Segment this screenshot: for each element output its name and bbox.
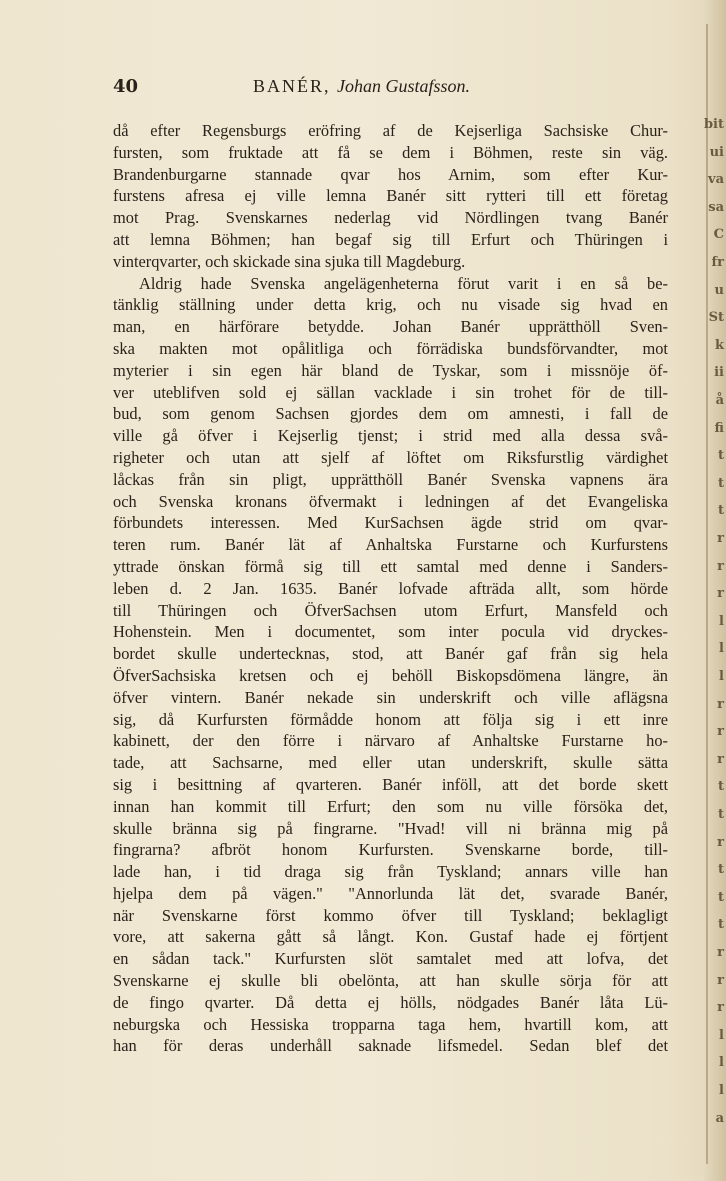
text-line: ver uteblifven sold ej sällan vacklade i sin trohet för de till- — [113, 382, 668, 402]
text-line: righeter och utan att sjelf af löftet om Riksfurstlig värdighet — [113, 447, 668, 467]
bleed-glyph: l — [719, 641, 724, 657]
text-line: och Svenska kronans öfvermakt i ledningen af det Evangeliska — [113, 491, 668, 511]
text-line: sig, då Kurfursten förmådde honom att följa sig i ett inre — [113, 709, 668, 729]
text-line: tade, att Sachsarne, med eller utan underskrift, skulle sätta — [113, 753, 668, 773]
bleed-glyph: t — [717, 917, 724, 933]
running-title-name: BANÉR, — [253, 76, 331, 96]
text-line: man, en härförare betydde. Johan Banér upprätthöll Sven- — [113, 317, 668, 337]
bleed-glyph: t — [717, 475, 724, 491]
text-line: myterier i sin egen här bland de Tyskar, som i missnöje öf- — [113, 360, 668, 380]
text-line: fursten, som fruktade att få se dem i Böhmen, reste sin väg. — [113, 142, 668, 162]
bleed-glyph: r — [717, 558, 724, 574]
bleed-glyph: r — [717, 834, 724, 850]
bleed-glyph: t — [717, 503, 724, 519]
text-line: tänklig ställning under detta krig, och nu visade sig hvad en — [113, 295, 668, 315]
bleed-glyph: t — [717, 862, 724, 878]
bleed-glyph: r — [717, 696, 724, 712]
text-line: neburgska och Hessiska tropparna taga hem, hvartill kom, att — [113, 1014, 668, 1034]
text-line: hjelpa dem på vägen." "Annorlunda lät det, svarade Banér, — [113, 883, 668, 903]
bleed-glyph: t — [717, 779, 724, 795]
text-line: Svenskarne ej skulle bli obelönta, att han skulle sörja för att — [113, 971, 668, 991]
text-line: en sådan tack." Kurfursten slöt samtalet med att lofva, det — [113, 949, 668, 969]
bleed-glyph: fi — [714, 420, 724, 436]
bleed-glyph: sa — [708, 199, 724, 215]
text-line: öfver vintern. Banér nekade sin underskrift och ville aflägsna — [113, 687, 668, 707]
text-line: till Thüringen och ÖfverSachsen utom Erfurt, Mansfeld och — [113, 600, 668, 620]
text-line: kabinett, der den förre i närvaro af Anhaltske Furstarne ho- — [113, 731, 668, 751]
bleed-glyph: l — [719, 669, 724, 684]
text-line: bordet skulle undertecknas, stod, att Banér gaf från sig hela — [113, 644, 668, 664]
text-line: när Svenskarne först kommo öfver till Tyskland; beklagligt — [113, 905, 668, 925]
text-line: innan han kommit till Erfurt; den som nu ville försöka det, — [113, 796, 668, 816]
text-line: furstens afresa ej ville lemna Banér sitt rytteri till ett företag — [113, 186, 668, 206]
text-line: sig i besittning af qvarteren. Banér inföll, att det borde skett — [113, 774, 668, 794]
bleed-glyph: bit — [703, 117, 724, 132]
text-line: han för deras underhåll saknade lifsmedel. Sedan blef det — [113, 1036, 668, 1056]
bleed-glyph: r — [717, 945, 724, 960]
bleed-glyph: k — [714, 337, 724, 353]
bleed-glyph: ui — [709, 144, 724, 160]
bleed-glyph: fr — [711, 255, 724, 270]
text-line: ville gå öfver i Kejserlig tjenst; i strid med alla dessa svå- — [113, 426, 668, 446]
bleed-glyph: t — [717, 889, 724, 905]
bleed-glyph: r — [717, 531, 724, 546]
text-line: fingrarna? afbröt honom Kurfursten. Svenskarne borde, till- — [113, 840, 668, 860]
page-number: 40 — [113, 76, 139, 97]
bleed-glyph: r — [717, 724, 724, 740]
text-line: låckas från sin pligt, upprätthöll Banér Svenska vapnens ära — [113, 469, 668, 489]
bleed-glyph: l — [719, 1083, 724, 1098]
running-title-italic: Johan Gustafsson. — [337, 76, 471, 96]
bleed-glyph: St — [708, 310, 724, 326]
text-line: Aldrig hade Svenska angelägenheterna förut varit i en så be- — [139, 273, 668, 293]
text-line: skulle bränna sig på fingrarne. "Hvad! vill ni bränna mig på — [113, 818, 668, 838]
text-line: lade han, i tid draga sig från Tyskland; annars ville han — [113, 862, 668, 882]
bleed-glyph: l — [719, 1055, 724, 1071]
body-text — [113, 120, 668, 1057]
text-line: vinterqvarter, och skickade sina sjuka till Magdeburg. — [113, 251, 466, 271]
bleed-glyph: l — [719, 613, 724, 629]
bleed-glyph: t — [717, 448, 724, 464]
bleed-glyph: r — [717, 751, 724, 767]
text-line: då efter Regensburgs eröfring af de Kejserliga Sachsiske Chur- — [113, 121, 668, 140]
text-line: Brandenburgarne stannade qvar hos Arnim, som efter Kur- — [113, 164, 668, 184]
bleed-glyph: ii — [714, 365, 724, 381]
bleed-glyph: r — [717, 586, 724, 602]
text-line: Hohenstein. Men i documentet, som inter pocula vid dryckes- — [113, 622, 668, 642]
running-title — [253, 76, 470, 97]
text-line: yttrade önskan förmå sig till ett samtal med denne i Sanders- — [113, 556, 668, 576]
bleed-glyph: C — [713, 227, 724, 243]
text-line: de fingo qvarter. Då detta ej hölls, nödgades Banér låta Lü- — [113, 992, 668, 1012]
bleed-glyph: å — [715, 393, 724, 408]
bleed-glyph: l — [719, 1027, 724, 1043]
text-line: förbundets interessen. Med KurSachsen ägde strid om qvar- — [113, 513, 668, 533]
text-line: mot Prag. Svenskarnes nederlag vid Nördlingen tvang Banér — [113, 208, 668, 228]
text-line: ska makten mot opålitliga och förrädiska bundsförvandter, mot — [113, 338, 668, 358]
text-line: att lemna Böhmen; han begaf sig till Erfurt och Thüringen i — [113, 229, 668, 249]
text-line: teren rum. Banér lät af Anhaltska Furstarne och Kurfurstens — [113, 535, 668, 555]
bleed-glyph: t — [717, 807, 724, 822]
bleed-glyph: u — [714, 282, 724, 298]
bleed-glyph: a — [715, 1110, 724, 1126]
bleed-glyph: r — [717, 1000, 724, 1016]
text-line: bud, som genom Sachsen gjordes dem om amnesti, i fall de — [113, 404, 668, 424]
text-line: ÖfverSachsiska kretsen och ej behöll Biskopsdömena längre, än — [113, 665, 668, 685]
gutter-edge-line — [706, 24, 708, 1164]
bleed-glyph: va — [708, 172, 724, 188]
text-line: vore, att sakerna gått så långt. Kon. Gustaf hade ej förtjent — [113, 927, 668, 947]
bleed-glyph: r — [717, 972, 724, 988]
text-line: leben d. 2 Jan. 1635. Banér lofvade afträda allt, som hörde — [113, 578, 668, 598]
running-header — [113, 76, 618, 100]
